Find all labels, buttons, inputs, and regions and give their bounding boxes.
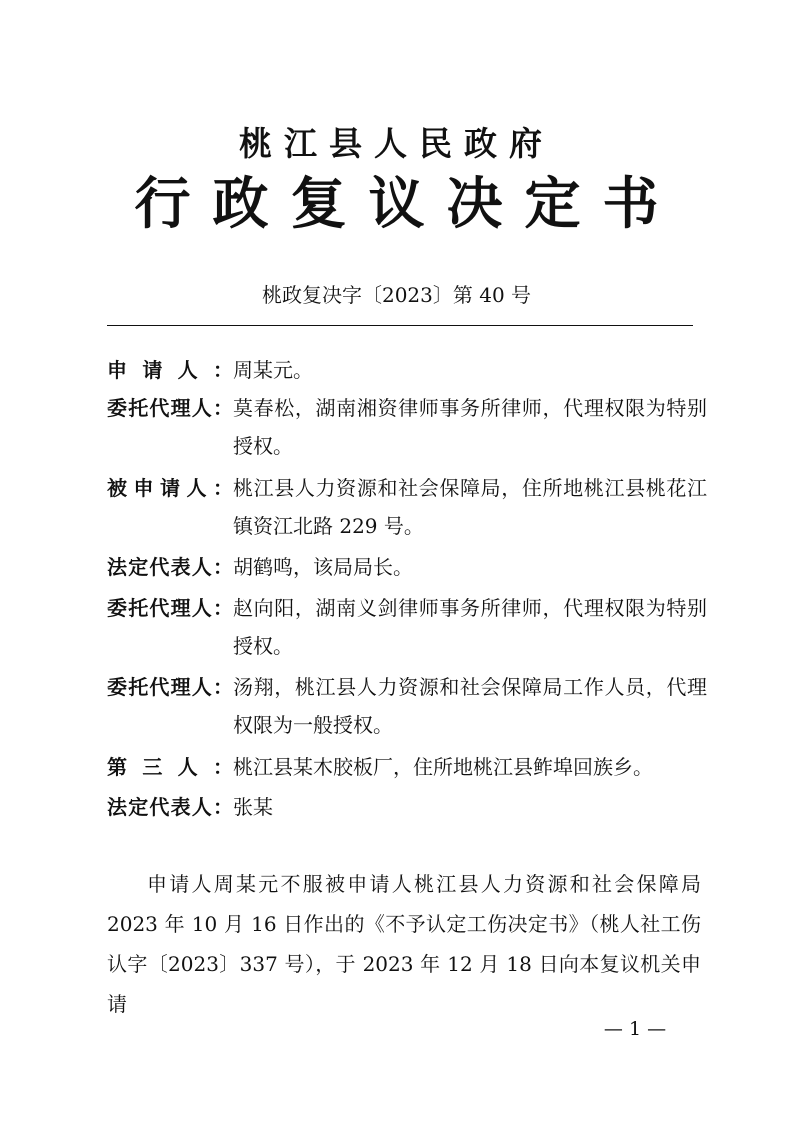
party-value: 桃江县某木胶板厂，住所地桃江县鲊埠回族乡。 bbox=[233, 755, 653, 779]
party-value: 张某 bbox=[233, 795, 273, 819]
party-value: 汤翔，桃江县人力资源和社会保障局工作人员，代理权限为一般授权。 bbox=[233, 675, 707, 737]
party-value: 胡鹤鸣，该局局长。 bbox=[233, 555, 413, 579]
page-number: — 1 — bbox=[603, 1018, 667, 1040]
header-divider bbox=[107, 325, 693, 326]
party-value: 桃江县人力资源和社会保障局，住所地桃江县桃花江镇资江北路 229 号。 bbox=[233, 476, 707, 538]
party-label: 法定代表人： bbox=[107, 555, 233, 579]
party-label: 法定代表人： bbox=[107, 795, 233, 819]
party-respondent-agent-2 bbox=[107, 668, 707, 744]
party-value: 赵向阳，湖南义剑律师事务所律师，代理权限为特别授权。 bbox=[233, 596, 707, 658]
party-label: 申请人： bbox=[107, 358, 233, 382]
body-paragraph: 申请人周某元不服被申请人桃江县人力资源和社会保障局 2023 年 10 月 16 日作出的《不予认定工伤决定书》（桃人社工伤认字〔2023〕337 号），于 2023 年 12 月 18 日向本复议机关申请 bbox=[107, 872, 701, 1016]
document-title: 行政复议决定书 bbox=[134, 171, 681, 237]
party-third-party-representative bbox=[107, 788, 707, 826]
party-respondent bbox=[107, 469, 707, 545]
party-label: 委托代理人： bbox=[107, 596, 233, 620]
party-applicant bbox=[107, 351, 707, 389]
party-applicant-agent bbox=[107, 389, 707, 465]
party-label: 委托代理人： bbox=[107, 396, 233, 420]
document-number: 桃政复决字〔2023〕第 40 号 bbox=[261, 283, 532, 307]
party-value: 莫春松，湖南湘资律师事务所律师，代理权限为特别授权。 bbox=[233, 396, 707, 458]
party-label: 第三人： bbox=[107, 755, 233, 779]
party-respondent-representative bbox=[107, 548, 707, 586]
party-label: 被申请人： bbox=[107, 476, 233, 500]
party-respondent-agent-1 bbox=[107, 589, 707, 665]
party-label: 委托代理人： bbox=[107, 675, 233, 699]
party-value: 周某元。 bbox=[233, 358, 313, 382]
party-third-party bbox=[107, 748, 707, 786]
organization-title: 桃江县人民政府 bbox=[239, 124, 554, 163]
